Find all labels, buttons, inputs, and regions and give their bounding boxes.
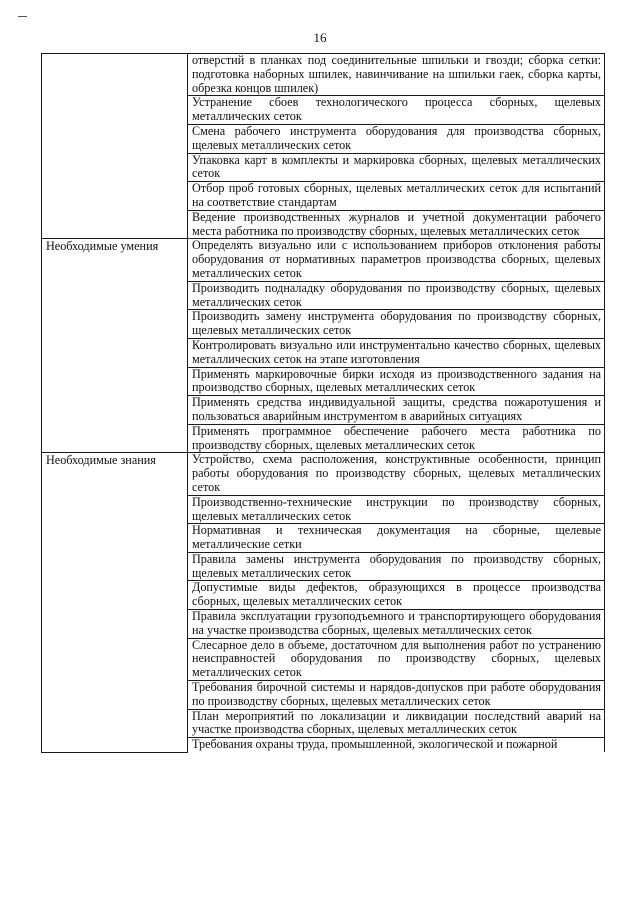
table-cell: Допустимые виды дефектов, образующихся в процессе производства сборных, щелевых металлических сеток: [188, 581, 605, 610]
table-cell: Ведение производственных журналов и учетной документации рабочего места работника по производству сборных, щелевых металлических сеток: [188, 210, 605, 239]
knowledge-label: Необходимые знания: [42, 453, 188, 752]
table-row: [42, 239, 605, 281]
table-cell: Производить подналадку оборудования по производству сборных, щелевых металлических сеток: [188, 281, 605, 310]
table-row: [42, 453, 605, 495]
table-cell: Правила эксплуатации грузоподъемного и транспортирующего оборудования на участке производства сборных, щелевых металлических сеток: [188, 610, 605, 639]
table-cell: Требования бирочной системы и нарядов-допусков при работе оборудования по производству сборных, щелевых металлических сеток: [188, 681, 605, 710]
table-cell: План мероприятий по локализации и ликвидации последствий аварий на участке производства сборных, щелевых металлических сеток: [188, 709, 605, 738]
table-cell: Применять маркировочные бирки исходя из производственного задания на производство сборных, щелевых металлических сеток: [188, 367, 605, 396]
table-cell: Требования охраны труда, промышленной, экологической и пожарной: [188, 738, 605, 752]
table-cell: Слесарное дело в объеме, достаточном для выполнения работ по устранению неисправностей оборудования по производству сборных, щелевых металлических сеток: [188, 638, 605, 680]
table-cell: Нормативная и техническая документация на сборные, щелевые металлические сетки: [188, 524, 605, 553]
table-cell: Отбор проб готовых сборных, щелевых металлических сеток для испытаний на соответствие стандартам: [188, 182, 605, 211]
table-cell: Контролировать визуально или инструментально качество сборных, щелевых металлических сеток на этапе изготовления: [188, 338, 605, 367]
labor-functions-table: [41, 53, 605, 753]
table-cell: Производить замену инструмента оборудования по производству сборных, щелевых металлических сеток: [188, 310, 605, 339]
table-cell: Производственно-технические инструкции по производству сборных, щелевых металлических сеток: [188, 495, 605, 524]
table-cell: отверстий в планках под соединительные шпильки и гвозди; сборка сетки: подготовка наборных шпилек, навинчивание на шпильки гаек, сборка карты, обрезка концов шпилек): [188, 54, 605, 96]
table-cell: Устройство, схема расположения, конструктивные особенности, принцип работы оборудования по производству сборных, щелевых металлических сеток: [188, 453, 605, 495]
table-cell: Упаковка карт в комплекты и маркировка сборных, щелевых металлических сеток: [188, 153, 605, 182]
table-cell: Определять визуально или с использованием приборов отклонения работы оборудования от нормативных параметров производства сборных, щелевых металлических сеток: [188, 239, 605, 281]
table-cell: Правила замены инструмента оборудования по производству сборных, щелевых металлических сеток: [188, 552, 605, 581]
page-number: 16: [313, 30, 327, 45]
table-cell: Устранение сбоев технологического процесса сборных, щелевых металлических сеток: [188, 96, 605, 125]
table-cell: Применять средства индивидуальной защиты, средства пожаротушения и пользоваться аварийным инструментом в аварийных ситуациях: [188, 396, 605, 425]
skills-label: Необходимые умения: [42, 239, 188, 453]
table-cell: Смена рабочего инструмента оборудования для производства сборных, щелевых металлических сеток: [188, 124, 605, 153]
continuation-label-cell: [42, 54, 188, 239]
table-row: [42, 54, 605, 96]
scan-mark: [18, 16, 27, 17]
table-cell: Применять программное обеспечение рабочего места работника по производству сборных, щелевых металлических сеток: [188, 424, 605, 453]
